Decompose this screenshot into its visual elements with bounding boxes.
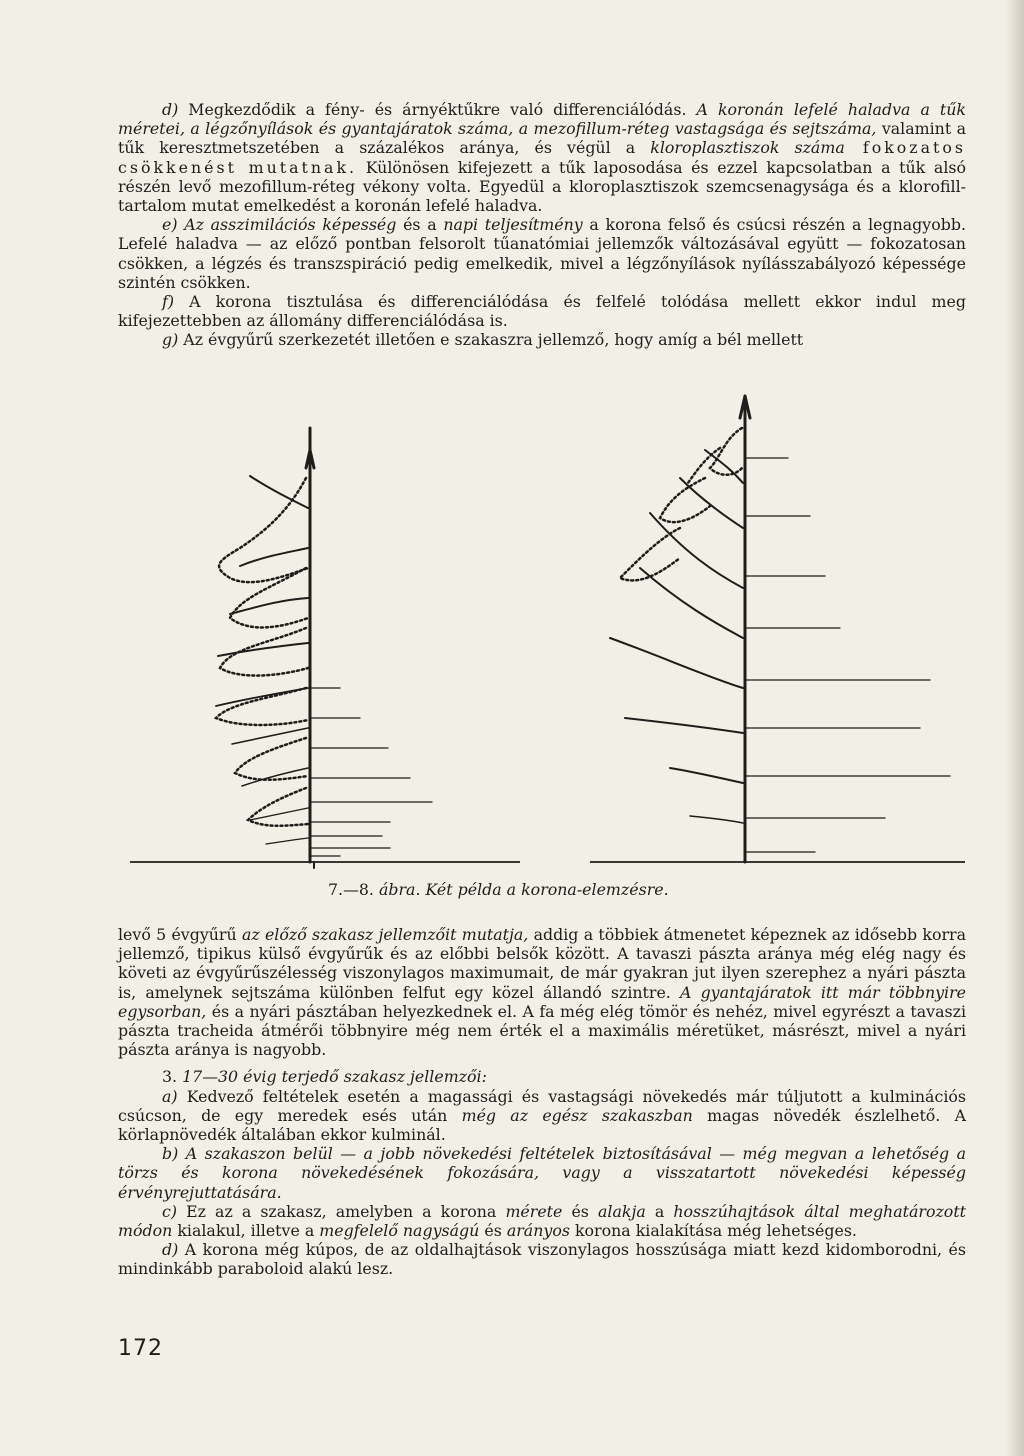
italic-run: az előző szakasz jellemzőit mutatja, (241, 925, 529, 944)
page-edge-shadow (1006, 0, 1024, 1456)
item-label: d) (162, 100, 179, 119)
text-run: Különösen kifejezett a tűk laposodása és ezzel kapcsolatban a tűk alsó részén levő mezofillum-réteg vékony volta. Egyedül a kloroplasztiszok szemcsenagysága és a klorofill-tartalom mutat emelkedést a koronán lefelé haladva. (118, 157, 966, 216)
text-run: levő 5 évgyűrű (118, 925, 242, 944)
paragraph-d (118, 100, 966, 215)
top-text-block (118, 100, 966, 350)
italic-run: még az egész szakaszban (461, 1105, 693, 1125)
page-number: 172 (118, 1336, 163, 1361)
italic-run: alakja (597, 1201, 646, 1221)
right-foliage (620, 428, 742, 580)
italic-run: arányos (506, 1221, 570, 1241)
italic-run: A szakaszon belül — a jobb növekedési feltételek biztosításával — még megvan a lehetőség a törzs és korona növekedésének fokozására, vagy a visszatartott növekedési képesség érvényrejuttatására. (118, 1144, 966, 1202)
right-branch (610, 638, 743, 688)
italic-run: Az asszimilációs képesség (177, 215, 397, 235)
paragraph-e (118, 215, 966, 292)
text-run: kialakul, illetve a (172, 1221, 320, 1241)
left-branch (230, 598, 308, 614)
caption-text: ábra. Két példa a korona-elemzésre. (378, 880, 669, 899)
left-branch (250, 476, 308, 508)
left-branch (240, 548, 308, 566)
crown-analysis-figure (120, 388, 968, 878)
text-run: magas növedék észlelhető. A körlapnövedék általában ekkor kulminál. (118, 1105, 967, 1145)
right-branch (650, 513, 743, 588)
crown-diagrams (120, 388, 968, 878)
text-run: és (479, 1221, 507, 1241)
section-number: 3. (162, 1067, 183, 1087)
italic-run: A koronán lefelé haladva a tűk méretei, a légzőnyílások és gyantajáratok száma, a mezofillum-réteg vastagsága és sejtszáma, (118, 100, 966, 139)
item-label: b) (162, 1144, 179, 1164)
left-branch (266, 838, 308, 844)
left-foliage-clump (219, 478, 308, 582)
left-foliage-clump (230, 568, 308, 627)
text-run: a korona felső és csúcsi részén a legnagyobb. Lefelé haladva — az előző pontban felsorolt tűanatómiai jellemzők változásával együtt — fokozatosan csökken, a légzés és transzspiráció pedig emelkedik, mivel a légzőnyílások nyílásszabályozó képessége szintén csökken. (118, 215, 966, 292)
left-branch (218, 643, 308, 656)
left-foliage-clump (216, 688, 308, 725)
item-label: a) (162, 1086, 178, 1106)
text-run: valamint a tűk keresztmetszetében a százalékos aránya, és végül a (118, 119, 967, 158)
item-label: g) (162, 330, 179, 350)
italic-run: mérete (505, 1201, 563, 1221)
text-run: korona kialakítása még lehetséges. (569, 1221, 857, 1241)
right-tree-diagram (610, 396, 950, 862)
right-foliage-clump (660, 478, 710, 522)
text-run: és a (396, 215, 444, 235)
item-label: e) (162, 215, 178, 235)
right-branch (670, 768, 743, 783)
left-tree-diagram (216, 428, 432, 868)
text-run: Kedvező feltételek esetén a magassági és vastagsági növekedés már túljutott a kulminációs csúcson, de egy meredek esés után (118, 1086, 966, 1125)
caption-number: 7.—8. (328, 880, 379, 899)
italic-run: hosszúhajtások által meghatározott módon (118, 1201, 967, 1241)
paragraph-continued (118, 925, 966, 1059)
text-run: A korona tisztulása és differenciálódása és felfelé tolódása mellett ekkor indul meg kifejezettebben az állomány differenciálódása is. (118, 292, 966, 331)
right-branch (690, 816, 743, 823)
text-run: és (562, 1201, 598, 1221)
text-run: Ez az a szakasz, amelyben a korona (177, 1201, 506, 1221)
section-heading (118, 1067, 966, 1086)
section-title: 17—30 évig terjedő szakasz jellemzői: (182, 1067, 487, 1087)
paragraph-b (118, 1144, 966, 1202)
text-run: és a nyári pásztában helyezkednek el. A fa még elég tömör és nehéz, mivel egyrészt a tavaszi pászta tracheida átmérői többnyire még nem érték el a maximális méretüket, másrészt, mivel a nyári pászta aránya is nagyobb. (118, 1001, 966, 1060)
spaced-run: fokozatos csökkenést mutatnak. (118, 138, 966, 177)
paragraph-d2 (118, 1240, 966, 1278)
italic-run: napi teljesítmény (443, 215, 583, 235)
paragraph-c (118, 1202, 966, 1240)
text-run: Megkezdődik a fény- és árnyéktűkre való differenciálódás. (178, 100, 697, 119)
text-run: a (645, 1201, 674, 1221)
bottom-text-block (118, 925, 966, 1279)
text-run: addig a többiek átmenetet képeznek az idősebb korra jellemző, tipikus külső évgyűrűk és az előbbi belsők között. A tavaszi pászta aránya még elég nagy és követi az évgyűrűszélesség viszonylagos maximumait, de már gyakran jut ilyen szerephez a nyári pászta is, amelynek sejtszáma különben felfut egy közel állandó szintre. (118, 925, 966, 1002)
text-run: Az évgyűrű szerkezetét illetően e szakaszra jellemző, hogy amíg a bél mellett (178, 330, 804, 350)
left-foliage (216, 478, 308, 826)
italic-run: A gyantajáratok itt már többnyire egysorban, (118, 982, 966, 1021)
italic-run: kloroplasztiszok száma (650, 138, 845, 158)
text-run: A korona még kúpos, de az oldalhajtások viszonylagos hosszúsága miatt kezd kidomborodni, és mindinkább paraboloid alakú lesz. (118, 1240, 966, 1279)
paragraph-f (118, 292, 966, 330)
italic-run: megfelelő nagyságú (319, 1221, 480, 1241)
paragraph-g (118, 330, 966, 349)
paragraph-a (118, 1087, 966, 1145)
item-label: d) (162, 1240, 179, 1260)
item-label: c) (162, 1201, 178, 1221)
left-foliage-clump (248, 788, 308, 826)
item-label: f) (162, 292, 175, 312)
figure-caption (328, 880, 828, 899)
left-foliage-clump (235, 738, 308, 780)
left-foliage-clump (220, 628, 308, 676)
right-branch (625, 718, 743, 733)
